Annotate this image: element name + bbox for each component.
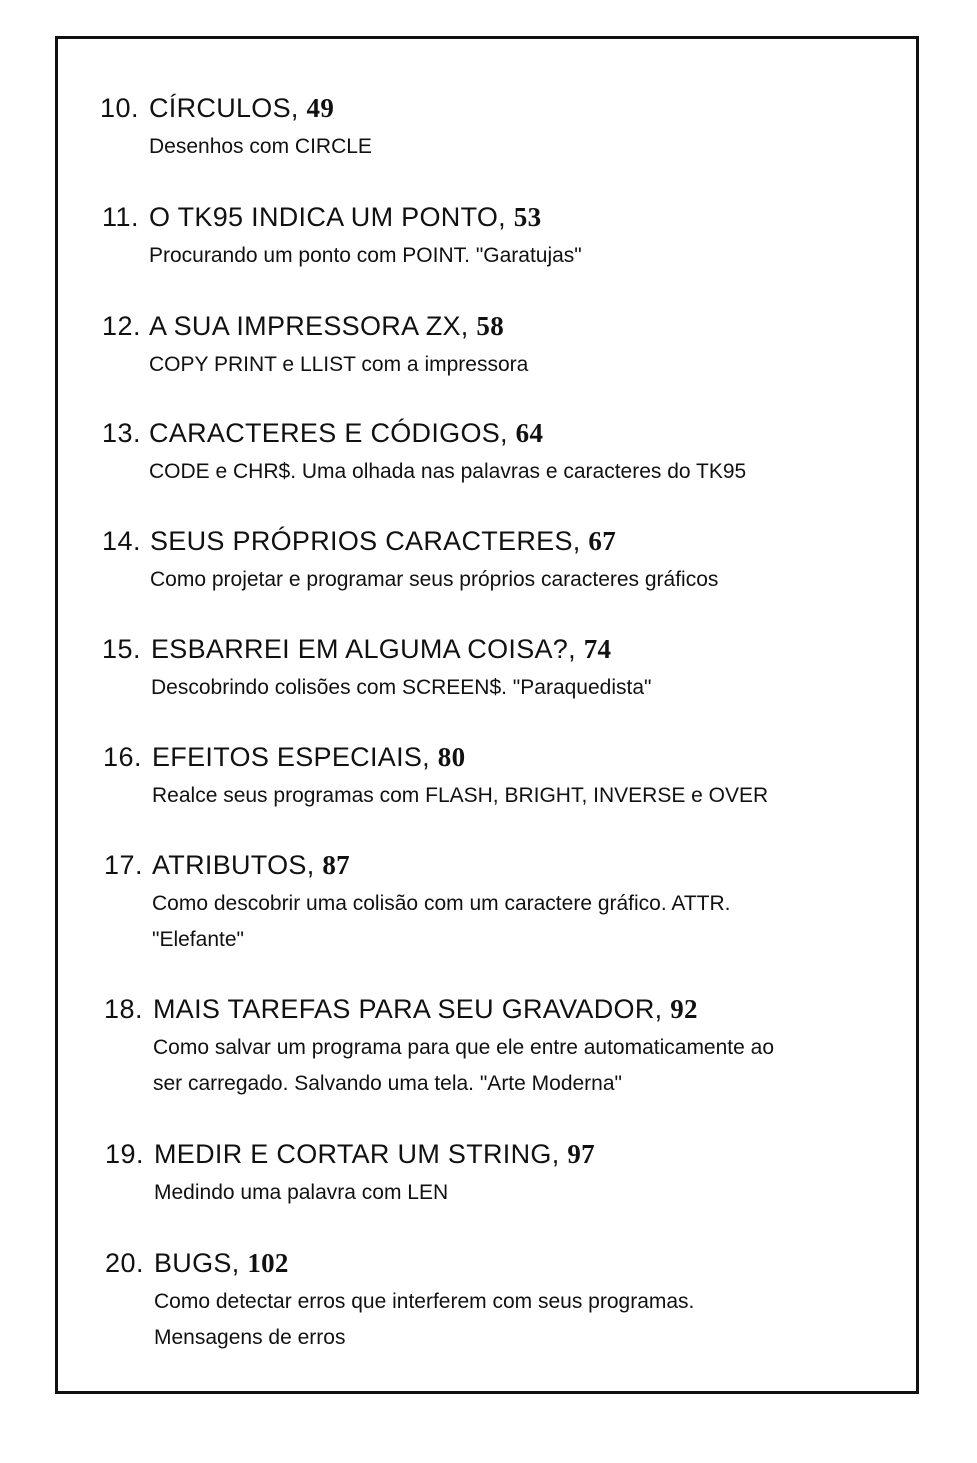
chapter-title-text: BUGS,: [154, 1248, 248, 1278]
chapter-description: [152, 886, 872, 958]
chapter-page: 58: [476, 311, 505, 341]
description-line: Como salvar um programa para que ele entre automaticamente ao: [153, 1036, 774, 1059]
chapter-number: 19.: [105, 1139, 145, 1169]
description-line: ser carregado. Salvando uma tela. "Arte Moderna": [153, 1072, 622, 1095]
chapter-description: [149, 454, 869, 490]
chapter-title-text: CARACTERES E CÓDIGOS,: [149, 418, 516, 448]
description-line: Procurando um ponto com POINT. "Garatujas": [149, 244, 582, 267]
chapter-title-text: SEUS PRÓPRIOS CARACTERES,: [150, 526, 589, 556]
chapter-description: [154, 1284, 874, 1356]
chapter-page: 64: [515, 418, 544, 448]
description-line: CODE e CHR$. Uma olhada nas palavras e caracteres do TK95: [149, 460, 747, 483]
description-line: Desenhos com CIRCLE: [149, 135, 372, 158]
chapter-title: [149, 416, 543, 450]
chapter-number: 15.: [102, 634, 142, 664]
chapter-title: [150, 524, 616, 558]
chapter-title-text: CÍRCULOS,: [149, 93, 307, 123]
chapter-title-text: A SUA IMPRESSORA ZX,: [149, 311, 477, 341]
chapter-title: [149, 200, 541, 234]
chapter-title: [154, 1246, 289, 1280]
chapter-title: [149, 91, 334, 125]
chapter-number: 18.: [104, 994, 144, 1024]
chapter-page: 92: [670, 994, 698, 1024]
chapter-title-text: O TK95 INDICA UM PONTO,: [149, 202, 514, 232]
chapter-description: [154, 1175, 874, 1211]
chapter-title: [153, 992, 698, 1026]
chapter-description: [149, 238, 869, 274]
description-line: "Elefante": [152, 928, 244, 951]
chapter-title: [152, 848, 350, 882]
description-line: Realce seus programas com FLASH, BRIGHT, INVERSE e OVER: [152, 784, 769, 807]
chapter-number: 12.: [102, 311, 142, 341]
chapter-number: 11.: [102, 202, 140, 232]
chapter-page: 49: [306, 93, 335, 123]
chapter-description: [149, 347, 869, 383]
chapter-page: 102: [247, 1248, 289, 1278]
chapter-page: 97: [567, 1139, 595, 1169]
chapter-description: [151, 670, 871, 706]
chapter-number: 17.: [104, 850, 144, 880]
chapter-title: [152, 740, 465, 774]
chapter-description: [150, 562, 870, 598]
description-line: Como descobrir uma colisão com um caractere gráfico. ATTR.: [152, 892, 731, 915]
description-line: Descobrindo colisões com SCREEN$. "Paraquedista": [151, 676, 652, 699]
chapter-number: 10.: [100, 93, 140, 123]
description-line: Como detectar erros que interferem com seus programas.: [154, 1290, 695, 1313]
chapter-title-text: ATRIBUTOS,: [152, 850, 323, 880]
chapter-number: 14.: [102, 526, 142, 556]
chapter-title: [149, 309, 504, 343]
chapter-description: [153, 1030, 873, 1102]
chapter-page: 67: [588, 526, 616, 556]
chapter-number: 16.: [103, 742, 143, 772]
description-line: Medindo uma palavra com LEN: [154, 1181, 449, 1204]
chapter-title-text: EFEITOS ESPECIAIS,: [152, 742, 438, 772]
contents-frame: [55, 36, 919, 1394]
chapter-title-text: MEDIR E CORTAR UM STRING,: [154, 1139, 568, 1169]
chapter-title-text: MAIS TAREFAS PARA SEU GRAVADOR,: [153, 994, 671, 1024]
chapter-title: [154, 1137, 595, 1171]
description-line: Mensagens de erros: [154, 1326, 346, 1349]
chapter-page: 80: [437, 742, 466, 772]
chapter-page: 87: [322, 850, 350, 880]
chapter-number: 13.: [102, 418, 142, 448]
description-line: COPY PRINT e LLIST com a impressora: [149, 353, 529, 376]
chapter-page: 53: [513, 202, 542, 232]
chapter-number: 20.: [105, 1248, 145, 1278]
chapter-title: [151, 632, 611, 666]
chapter-description: [152, 778, 872, 814]
chapter-description: [149, 129, 869, 165]
chapter-page: 74: [583, 634, 612, 664]
chapter-title-text: ESBARREI EM ALGUMA COISA?,: [151, 634, 584, 664]
description-line: Como projetar e programar seus próprios caracteres gráficos: [150, 568, 719, 591]
